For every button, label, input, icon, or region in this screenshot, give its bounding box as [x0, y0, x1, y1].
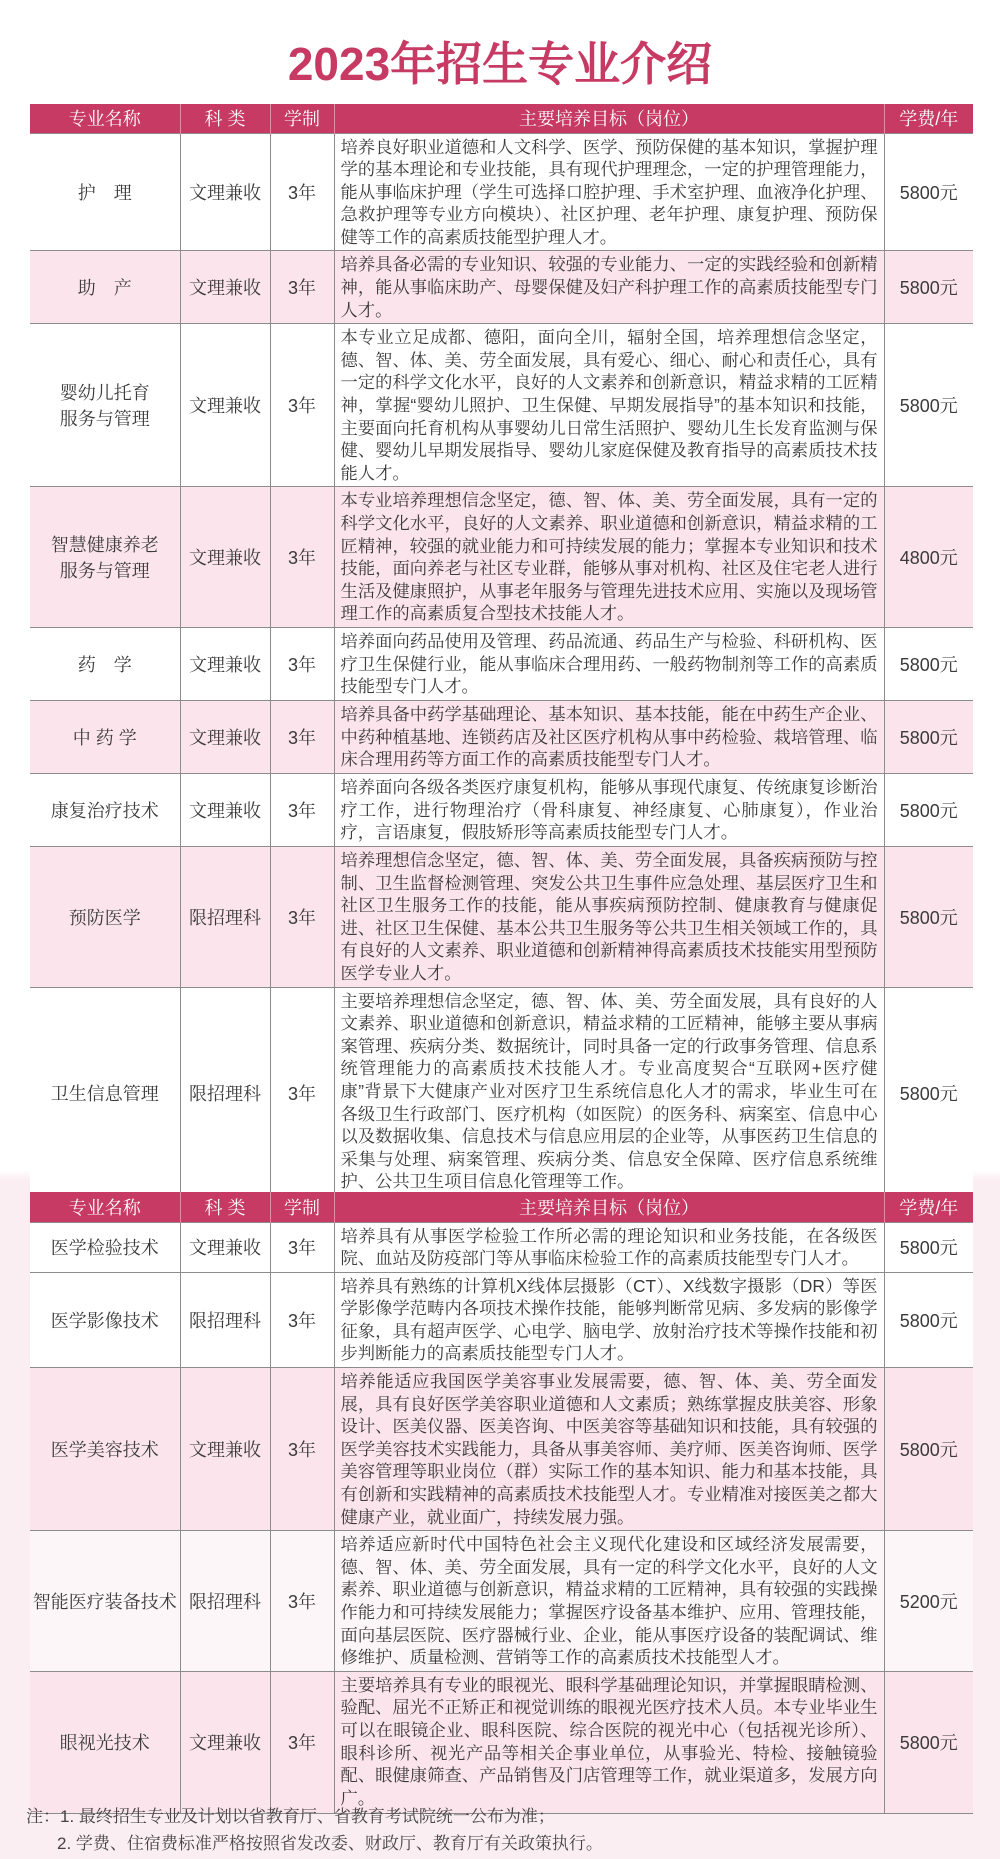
- note-2: 2. 学费、住宿费标准严格按照省发改委、财政厅、教育厅有关政策执行。: [57, 1834, 603, 1853]
- major-category: 文理兼收: [180, 627, 270, 700]
- major-length: 3年: [270, 700, 334, 773]
- major-length: 3年: [270, 251, 334, 324]
- major-goal: 培养能适应我国医学美容事业发展需要，德、智、体、美、劳全面发展，具有良好医学美容职业道德和人文素质；熟练掌握皮肤美容、形象设计、医美仪器、医美咨询、中医美容等基础知识和技能，具有较强的医学美容技术实践能力，具备从事美容师、美疗师、医美咨询师、医学美容管理等职业岗位（群）实际工作的基本知识、能力和基本技能，具有创新和实践精神的高素质技术技能型人才。专业精准对接医美之都大健康产业，就业面广，持续发展力强。: [334, 1368, 884, 1531]
- major-category: 文理兼收: [180, 773, 270, 846]
- table-row: [30, 1531, 973, 1672]
- table-row: [30, 627, 973, 700]
- major-category: 文理兼收: [180, 251, 270, 324]
- major-name: 医学影像技术: [30, 1272, 180, 1367]
- major-length: 3年: [270, 1272, 334, 1367]
- table-header: [30, 104, 973, 133]
- major-category: 文理兼收: [180, 1368, 270, 1531]
- major-category: 文理兼收: [180, 324, 270, 487]
- major-fee: 5800元: [884, 1272, 973, 1367]
- header-length: 学制: [270, 104, 334, 133]
- major-fee: 5800元: [884, 987, 973, 1198]
- table-row: [30, 846, 973, 987]
- table-row: [30, 1368, 973, 1531]
- major-name: 智慧健康养老 服务与管理: [30, 487, 180, 628]
- header-goal: 主要培养目标（岗位）: [334, 104, 884, 133]
- major-fee: 5800元: [884, 773, 973, 846]
- major-goal: 主要培养具有专业的眼视光、眼科学基础理论知识，并掌握眼睛检测、验配、屈光不正矫正和视觉训练的眼视光医疗技术人员。本专业毕业生可以在眼镜企业、眼科医院、综合医院的视光中心（包括视光诊所）、眼科诊所、视光产品等相关企事业单位，从事验光、特检、接触镜验配、眼健康筛查、产品销售及门店管理等工作，就业渠道多，发展方向广。: [334, 1671, 884, 1813]
- major-goal: 本专业培养理想信念坚定，德、智、体、美、劳全面发展，具有一定的科学文化水平，良好的人文素养、职业道德和创新意识，精益求精的工匠精神，较强的就业能力和可持续发展的能力；掌握本专业知识和技术技能，面向养老与社区专业群，能够从事对机构、社区及住宅老人进行生活及健康照护，从事老年服务与管理先进技术应用、实施以及现场管理工作的高素质复合型技术技能人才。: [334, 487, 884, 628]
- major-category: 文理兼收: [180, 1671, 270, 1813]
- major-length: 3年: [270, 627, 334, 700]
- major-fee: 5800元: [884, 251, 973, 324]
- majors-table-2: [30, 1192, 973, 1814]
- major-name: 医学检验技术: [30, 1222, 180, 1272]
- major-category: 限招理科: [180, 987, 270, 1198]
- major-name: 预防医学: [30, 846, 180, 987]
- major-goal: 培养具有从事医学检验工作所必需的理论知识和业务技能，在各级医院、血站及防疫部门等从事临床检验工作的高素质技能型专门人才。: [334, 1222, 884, 1272]
- major-length: 3年: [270, 773, 334, 846]
- major-name: 卫生信息管理: [30, 987, 180, 1198]
- major-category: 文理兼收: [180, 487, 270, 628]
- major-category: 文理兼收: [180, 700, 270, 773]
- header-name: 专业名称: [30, 1192, 180, 1222]
- major-length: 3年: [270, 487, 334, 628]
- major-category: 限招理科: [180, 1272, 270, 1367]
- major-name: 眼视光技术: [30, 1671, 180, 1813]
- major-length: 3年: [270, 1222, 334, 1272]
- header-category: 科 类: [180, 104, 270, 133]
- header-length: 学制: [270, 1192, 334, 1222]
- major-fee: 4800元: [884, 487, 973, 628]
- table-row: [30, 487, 973, 628]
- table-row: [30, 700, 973, 773]
- major-goal: 培养面向各级各类医疗康复机构，能够从事现代康复、传统康复诊断治疗工作，进行物理治疗（骨科康复、神经康复、心肺康复），作业治疗，言语康复，假肢矫形等高素质技能型专门人才。: [334, 773, 884, 846]
- major-goal: 培养适应新时代中国特色社会主义现代化建设和区域经济发展需要，德、智、体、美、劳全面发展，具有一定的科学文化水平，良好的人文素养、职业道德与创新意识，精益求精的工匠精神，具有较强的实践操作能力和可持续发展能力；掌握医疗设备基本维护、应用、管理技能，面向基层医院、医疗器械行业、企业，能从事医疗设备的装配调试、维修维护、质量检测、营销等工作的高素质技术技能型人才。: [334, 1531, 884, 1672]
- major-length: 3年: [270, 846, 334, 987]
- major-category: 限招理科: [180, 846, 270, 987]
- major-fee: 5200元: [884, 1531, 973, 1672]
- major-goal: 培养具备必需的专业知识、较强的专业能力、一定的实践经验和创新精神，能从事临床助产、母婴保健及妇产科护理工作的高素质技能型专门人才。: [334, 251, 884, 324]
- header-fee: 学费/年: [884, 1192, 973, 1222]
- major-goal: 培养理想信念坚定，德、智、体、美、劳全面发展，具备疾病预防与控制、卫生监督检测管理、突发公共卫生事件应急处理、基层医疗卫生和社区卫生服务工作的技能，能从事疾病预防控制、健康教育与健康促进、社区卫生保健、基本公共卫生服务等公共卫生相关领域工作的，具有良好的人文素养、职业道德和创新精神得高素质技术技能实用型预防医学专业人才。: [334, 846, 884, 987]
- major-fee: 5800元: [884, 1222, 973, 1272]
- major-name: 中 药 学: [30, 700, 180, 773]
- major-goal: 培养面向药品使用及管理、药品流通、药品生产与检验、科研机构、医疗卫生保健行业，能从事临床合理用药、一般药物制剂等工作的高素质技能型专门人才。: [334, 627, 884, 700]
- major-category: 限招理科: [180, 1531, 270, 1672]
- table-row: [30, 251, 973, 324]
- header-fee: 学费/年: [884, 104, 973, 133]
- major-length: 3年: [270, 1671, 334, 1813]
- notes: [26, 1803, 603, 1857]
- table-row: [30, 1272, 973, 1367]
- major-name: 智能医疗装备技术: [30, 1531, 180, 1672]
- table-row: [30, 133, 973, 251]
- note-1: 注：1. 最终招生专业及计划以省教育厅、省教育考试院统一公布为准；: [26, 1807, 555, 1826]
- majors-table-1: [30, 104, 973, 1199]
- major-name: 助 产: [30, 251, 180, 324]
- major-length: 3年: [270, 133, 334, 251]
- header-category: 科 类: [180, 1192, 270, 1222]
- major-fee: 5800元: [884, 133, 973, 251]
- table-row: [30, 987, 973, 1198]
- major-name: 药 学: [30, 627, 180, 700]
- major-fee: 5800元: [884, 1368, 973, 1531]
- major-fee: 5800元: [884, 627, 973, 700]
- table-header: [30, 1192, 973, 1222]
- major-fee: 5800元: [884, 1671, 973, 1813]
- major-name: 护 理: [30, 133, 180, 251]
- major-length: 3年: [270, 1368, 334, 1531]
- major-goal: 培养具备中药学基础理论、基本知识、基本技能，能在中药生产企业、中药种植基地、连锁药店及社区医疗机构从事中药检验、栽培管理、临床合理用药等方面工作的高素质技能型专门人才。: [334, 700, 884, 773]
- major-category: 文理兼收: [180, 133, 270, 251]
- major-goal: 主要培养理想信念坚定，德、智、体、美、劳全面发展，具有良好的人文素养、职业道德和创新意识，精益求精的工匠精神，能够主要从事病案管理、疾病分类、数据统计，同时具备一定的行政事务管理、信息系统管理能力的高素质技术技能人才。专业高度契合“互联网+医疗健康”背景下大健康产业对医疗卫生系统信息化人才的需求，毕业生可在各级卫生行政部门、医疗机构（如医院）的医务科、病案室、信息中心以及数据收集、信息技术与信息应用层的企业等，从事医药卫生信息的采集与处理、病案管理、疾病分类、信息安全保障、医疗信息系统维护、公共卫生项目信息化管理等工作。: [334, 987, 884, 1198]
- page-title: 2023年招生专业介绍: [287, 38, 713, 90]
- major-fee: 5800元: [884, 324, 973, 487]
- major-name: 康复治疗技术: [30, 773, 180, 846]
- major-length: 3年: [270, 987, 334, 1198]
- major-name: 医学美容技术: [30, 1368, 180, 1531]
- major-fee: 5800元: [884, 846, 973, 987]
- header-goal: 主要培养目标（岗位）: [334, 1192, 884, 1222]
- major-category: 文理兼收: [180, 1222, 270, 1272]
- major-length: 3年: [270, 1531, 334, 1672]
- major-goal: 培养良好职业道德和人文科学、医学、预防保健的基本知识，掌握护理学的基本理论和专业技能，具有现代护理理念，一定的护理管理能力，能从事临床护理（学生可选择口腔护理、手术室护理、血液净化护理、急救护理等专业方向模块）、社区护理、老年护理、康复护理、预防保健等工作的高素质技能型护理人才。: [334, 133, 884, 251]
- major-length: 3年: [270, 324, 334, 487]
- major-name: 婴幼儿托育 服务与管理: [30, 324, 180, 487]
- header-name: 专业名称: [30, 104, 180, 133]
- major-goal: 本专业立足成都、德阳，面向全川，辐射全国，培养理想信念坚定，德、智、体、美、劳全面发展，具有爱心、细心、耐心和责任心，具有一定的科学文化水平，良好的人文素养和创新意识，精益求精的工匠精神，掌握“婴幼儿照护、卫生保健、早期发展指导”的基本知识和技能，主要面向托育机构从事婴幼儿日常生活照护、婴幼儿生长发育监测与保健、婴幼儿早期发展指导、婴幼儿家庭保健及教育指导的高素质技术技能人才。: [334, 324, 884, 487]
- major-goal: 培养具有熟练的计算机X线体层摄影（CT）、X线数字摄影（DR）等医学影像学范畴内各项技术操作技能，能够判断常见病、多发病的影像学征象，具有超声医学、心电学、脑电学、放射治疗技术等操作技能和初步判断能力的高素质技能型专门人才。: [334, 1272, 884, 1367]
- major-fee: 5800元: [884, 700, 973, 773]
- table-row: [30, 1671, 973, 1813]
- table-row: [30, 324, 973, 487]
- table-row: [30, 773, 973, 846]
- table-row: [30, 1222, 973, 1272]
